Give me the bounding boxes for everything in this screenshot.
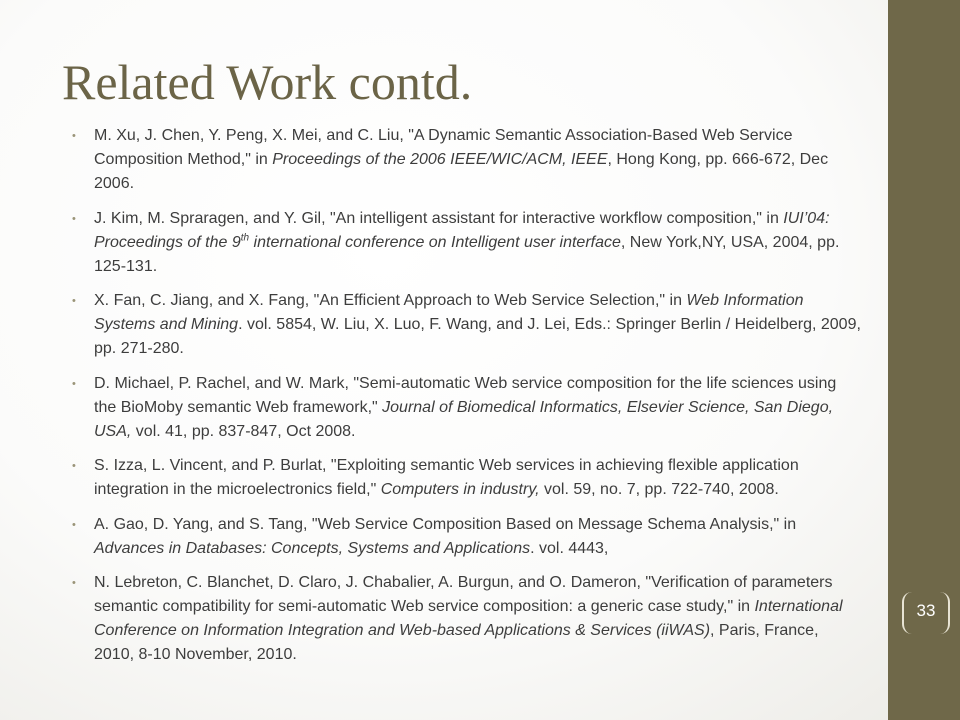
reference-venue: Advances in Databases: Concepts, Systems and Applications [94,539,531,557]
reference-authors-title: A. Gao, D. Yang, and S. Tang, "Web Service Composition Based on Message Schema Analysis," in [94,515,797,533]
reference-authors-title: D. Michael, P. Rachel, and W. Mark, "Semi-automatic Web service composition for the life sciences using the BioMoby semantic Web framework," [94,374,837,416]
bullet-icon: • [72,577,76,589]
bullet-icon: • [72,130,76,142]
reference-item-2 [72,207,862,279]
reference-authors-title: N. Lebreton, C. Blanchet, D. Claro, J. Chabalier, A. Burgun, and O. Dameron, "Verification of parameters semantic compatibility for semi-automatic Web service composition: a generic case study," in [94,574,833,615]
reference-item-3 [72,289,862,361]
reference-venue-superscript: th [240,232,250,244]
reference-item-4 [72,372,862,444]
page-number: 33 [916,601,936,620]
reference-details: , New York,NY, USA, 2004, pp. 125-131. [94,233,840,275]
reference-details: , Hong Kong, pp. 666-672, Dec 2006. [94,151,829,192]
reference-item-6 [72,513,862,561]
reference-details: vol. 41, pp. 837-847, Oct 2008. [131,422,356,440]
page-number-box [902,592,950,634]
reference-details: . vol. 5854, W. Liu, X. Luo, F. Wang, and J. Lei, Eds.: Springer Berlin / Heidelberg, 2009, pp. 271-280. [94,316,861,357]
reference-venue: Web Information Systems and Mining [94,292,804,333]
reference-venue: IUI’04: Proceedings of the 9 [94,209,830,251]
reference-authors-title: S. Izza, L. Vincent, and P. Burlat, "Exploiting semantic Web services in achieving flexible application integration in the microelectronics field," [94,457,799,498]
bullet-icon: • [72,212,76,225]
reference-item-7 [72,571,862,667]
reference-details: , Paris, France, 2010, 8-10 November, 2010. [94,622,819,663]
slide-title: Related Work contd. [62,54,473,110]
reference-venue: Computers in industry, [380,481,540,498]
reference-venue: Journal of Biomedical Informatics, Elsevier Science, San Diego, USA, [94,398,834,440]
reference-item-5 [72,454,862,502]
reference-venue-continued: international conference on Intelligent user interface [249,233,621,251]
reference-details: vol. 59, no. 7, pp. 722-740, 2008. [539,481,779,498]
bullet-icon: • [72,377,76,390]
reference-authors-title: J. Kim, M. Spraragen, and Y. Gil, "An intelligent assistant for interactive workflow composition," in [94,209,784,227]
reference-list [72,124,862,678]
bullet-icon: • [72,518,76,531]
reference-venue: International Conference on Information Integration and Web-based Applications & Services (iiWAS) [94,598,843,639]
reference-venue: Proceedings of the 2006 IEEE/WIC/ACM, IEEE [272,151,608,168]
bullet-icon: • [72,295,76,307]
reference-details: . vol. 4443, [530,539,609,557]
reference-authors-title: M. Xu, J. Chen, Y. Peng, X. Mei, and C. Liu, "A Dynamic Semantic Association-Based Web Service Composition Method," in [94,127,793,168]
bullet-icon: • [72,460,76,472]
reference-authors-title: X. Fan, C. Jiang, and X. Fang, "An Efficient Approach to Web Service Selection," in [94,292,687,309]
reference-item-1 [72,124,862,196]
